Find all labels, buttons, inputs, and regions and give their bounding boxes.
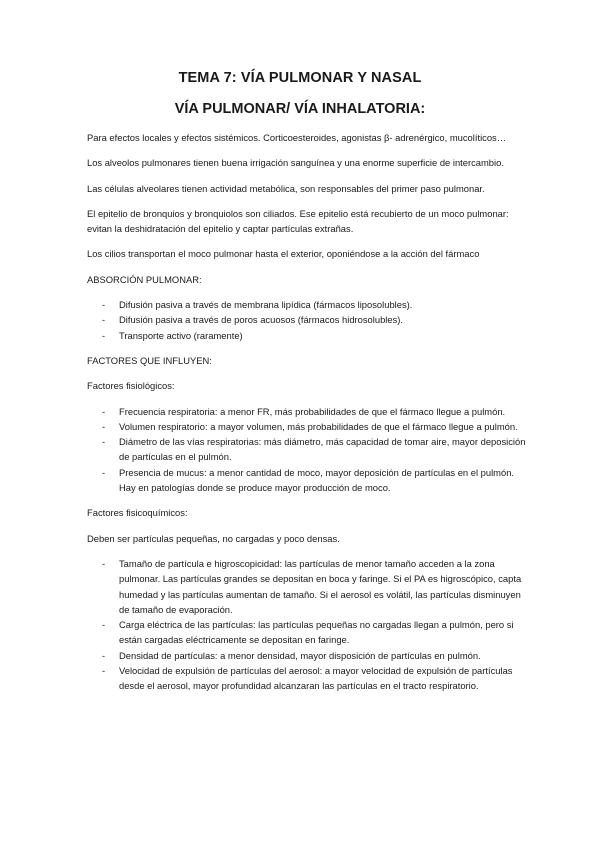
list-item: - Tamaño de partícula e higroscopicidad: las partículas de menor tamaño acceden a la zona pulmonar. Las partículas grandes se depositan en boca y faringe. Si el PA es higroscópico, capta humedad y las partículas aumentan de tamaño. Si el aerosol es volátil, las partículas disminuyen de tamaño de evaporación. bbox=[87, 556, 527, 617]
fisicoquimicos-list bbox=[87, 556, 527, 694]
list-item: - Diámetro de las vías respiratorias: más diámetro, más capacidad de tomar aire, mayor deposición de partículas en el pulmón. bbox=[87, 434, 527, 465]
section-title: VÍA PULMONAR/ VÍA INHALATORIA: bbox=[174, 101, 426, 117]
list-item: - Presencia de mucus: a menor cantidad de moco, mayor deposición de partículas en el pulmón. Hay en patologías donde se produce mayor producción de moco. bbox=[87, 465, 527, 496]
paragraph: Los alveolos pulmonares tienen buena irrigación sanguínea y una enorme superficie de intercambio. bbox=[87, 157, 504, 169]
fisiologicos-list bbox=[87, 404, 527, 496]
list-item: - Frecuencia respiratoria: a menor FR, más probabilidades de que el fármaco llegue a pulmón. bbox=[87, 404, 527, 419]
list-item: - Difusión pasiva a través de membrana lipídica (fármacos liposolubles). bbox=[87, 297, 527, 312]
absorcion-list bbox=[87, 297, 527, 343]
list-item: - Densidad de partículas: a menor densidad, mayor disposición de partículas en pulmón. bbox=[87, 648, 527, 663]
absorcion-heading: ABSORCIÓN PULMONAR: bbox=[87, 273, 202, 285]
list-item: - Carga eléctrica de las partículas: las partículas pequeñas no cargadas llegan a pulmón, pero si están cargadas eléctricamente se depositan en faringe. bbox=[87, 617, 527, 648]
document-body bbox=[87, 130, 527, 704]
document-title: TEMA 7: VÍA PULMONAR Y NASAL bbox=[178, 70, 422, 86]
fisicoquimicos-heading: Factores fisicoquímicos: bbox=[87, 507, 188, 519]
list-item: - Difusión pasiva a través de poros acuosos (fármacos hidrosolubles). bbox=[87, 312, 527, 327]
list-item: - Transporte activo (raramente) bbox=[87, 328, 527, 343]
fisicoquimicos-intro: Deben ser partículas pequeñas, no cargadas y poco densas. bbox=[87, 532, 340, 544]
paragraph: El epitelio de bronquios y bronquiolos son ciliados. Ese epitelio está recubierto de un moco pulmonar: evitan la deshidratación del epitelio y captar partículas extrañas. bbox=[87, 207, 509, 235]
list-item: - Volumen respiratorio: a mayor volumen, más probabilidades de que el fármaco llegue a pulmón. bbox=[87, 419, 527, 434]
factores-heading: FACTORES QUE INFLUYEN: bbox=[87, 354, 212, 366]
paragraph: Los cilios transportan el moco pulmonar hasta el exterior, oponiéndose a la acción del fármaco bbox=[87, 248, 480, 260]
fisiologicos-heading: Factores fisiológicos: bbox=[87, 380, 175, 392]
paragraph: Las células alveolares tienen actividad metabólica, son responsables del primer paso pulmonar. bbox=[87, 182, 485, 194]
paragraph: Para efectos locales y efectos sistémicos. Corticoesteroides, agonistas β- adrenérgico, mucolíticos… bbox=[87, 132, 507, 143]
list-item: - Velocidad de expulsión de partículas del aerosol: a mayor velocidad de expulsión de partículas desde el aerosol, mayor profundidad alcanzaran las partículas en el tracto respiratorio. bbox=[87, 663, 527, 694]
